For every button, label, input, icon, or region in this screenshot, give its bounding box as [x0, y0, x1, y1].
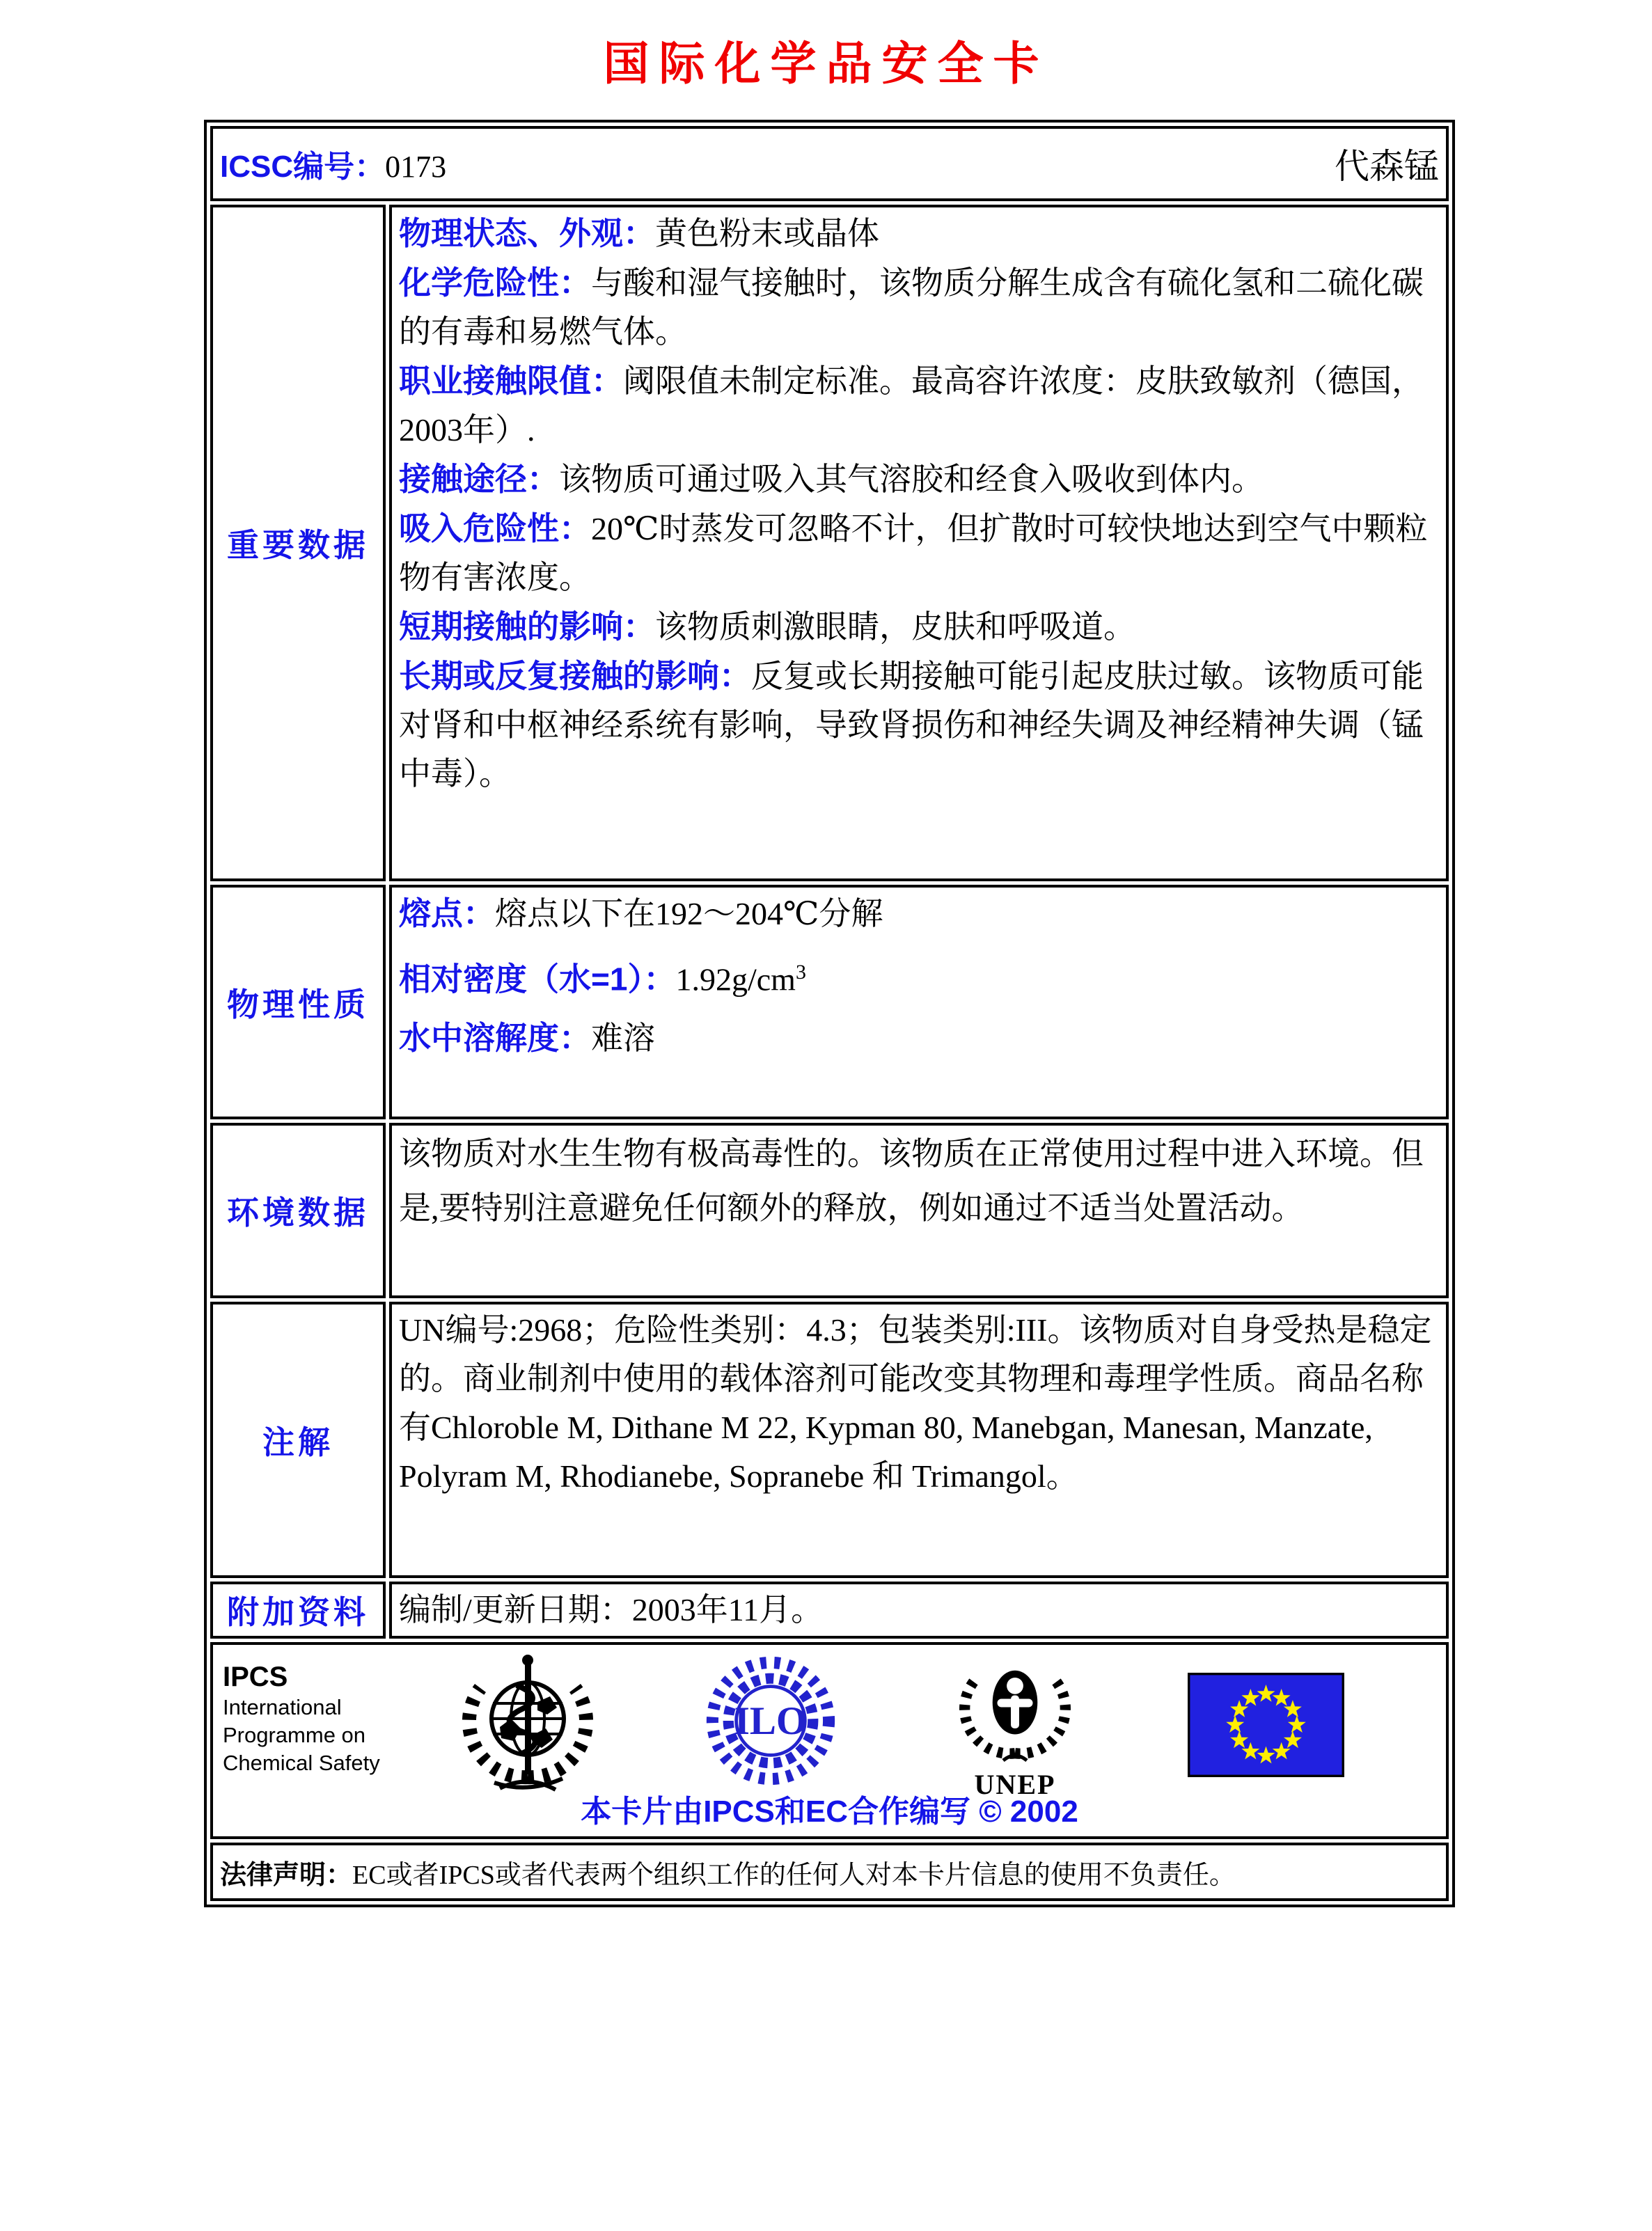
important-data-row: [210, 205, 1449, 881]
ipcs-line-3: Chemical Safety: [223, 1751, 380, 1775]
ipcs-text-block: [223, 1660, 380, 1777]
entry-long-term-effects: 长期或反复接触的影响：反复或长期接触可能引起皮肤过敏。该物质可能对肾和中枢神经系统有影响，导致肾损伤和神经失调及神经精神失调（锰中毒）。: [399, 658, 1424, 791]
unep-logo-label: UNEP: [974, 1769, 1056, 1800]
header-cell: [210, 126, 1449, 201]
section-label-important-data: 重要数据: [210, 205, 386, 881]
legal-text: EC或者IPCS或者代表两个组织工作的任何人对本卡片信息的使用不负责任。: [352, 1860, 1236, 1890]
environmental-data-text: 该物质对水生生物有极高毒性的。该物质在正常使用过程中进入环境。但是,要特别注意避免任何额外的释放，例如通过不适当处置活动。: [399, 1136, 1424, 1226]
physical-properties-row: [210, 885, 1449, 1119]
entry-inhalation-risk: 吸入危险性：20℃时蒸发可忽略不计，但扩散时可较快地达到空气中颗粒物有害浓度。: [399, 510, 1428, 595]
header-row: [210, 126, 1449, 201]
notes-content: [389, 1302, 1449, 1578]
ipcs-line-2: Programme on: [223, 1723, 366, 1747]
unep-logo-block: [952, 1646, 1078, 1799]
entry-water-solubility: 水中溶解度：难溶: [399, 1020, 655, 1057]
icsc-number-group: [220, 141, 446, 186]
footer-cell: [210, 1642, 1449, 1839]
section-label-environmental-data: 环境数据: [210, 1123, 386, 1298]
entry-occupational-limits: 职业接触限值：阈限值未制定标准。最高容许浓度：皮肤致敏剂（德国，2003年）.: [399, 363, 1424, 448]
entry-short-term-effects: 短期接触的影响：该物质刺激眼睛，皮肤和呼吸道。: [399, 608, 1135, 645]
copyright-text: © 2002: [979, 1795, 1078, 1829]
additional-info-row: [210, 1582, 1449, 1639]
physical-properties-content: [389, 885, 1449, 1119]
environmental-data-row: [210, 1123, 1449, 1298]
ipcs-acronym: IPCS: [223, 1662, 288, 1692]
entry-exposure-routes: 接触途径：该物质可通过吸入其气溶胶和经食入吸收到体内。: [399, 461, 1264, 497]
credit-line: [213, 1786, 1446, 1831]
who-logo-icon: [458, 1649, 597, 1795]
legal-label: 法律声明：: [220, 1860, 353, 1890]
eu-flag-icon: [1188, 1673, 1344, 1777]
environmental-data-content: [389, 1123, 1449, 1298]
section-label-physical-properties: 物理性质: [210, 885, 386, 1119]
notes-row: [210, 1302, 1449, 1578]
credit-text: 本卡片由IPCS和EC合作编写: [581, 1795, 971, 1829]
icsc-number-value: 0173: [385, 150, 447, 184]
legal-row: [210, 1843, 1449, 1901]
ilo-logo-letters: ILO: [734, 1699, 808, 1743]
footer-row: [210, 1642, 1449, 1839]
section-label-notes: 注解: [210, 1302, 386, 1578]
density-superscript: 3: [795, 961, 806, 984]
chemical-name: 代森锰: [1335, 147, 1439, 186]
entry-relative-density: 相对密度（水=1）：$1.92g/cm^3$: [399, 961, 806, 998]
legal-cell: [210, 1843, 1449, 1901]
icsc-card-table: [204, 120, 1455, 1907]
notes-text: UN编号:2968；危险性类别：4.3；包装类别:III。该物质对自身受热是稳定的。商业制剂中使用的载体溶剂可能改变其物理和毒理学性质。商品名称有Chloroble M, Dithane M 22, Kypman 80, Manebgan, Manesan, Manzate, Polyram M, Rhodianebe, Sopranebe 和 Trimangol。: [399, 1312, 1432, 1494]
important-data-content: [389, 205, 1449, 881]
entry-melting-point: 熔点：熔点以下在192～204℃分解: [399, 895, 883, 931]
additional-info-text: 编制/更新日期：2003年11月。: [399, 1592, 824, 1627]
entry-physical-state: 物理状态、外观：黄色粉末或晶体: [399, 215, 879, 251]
ipcs-line-1: International: [223, 1695, 342, 1719]
additional-info-content: [389, 1582, 1449, 1639]
icsc-number-label: ICSC编号：: [220, 150, 386, 184]
entry-chemical-danger: 化学危险性：与酸和湿气接触时，该物质分解生成含有硫化氢和二硫化碳的有毒和易燃气体。: [399, 265, 1424, 349]
page-title: 国际化学品安全卡: [603, 36, 1049, 90]
ilo-logo-icon: [705, 1655, 837, 1787]
unep-logo-icon: [956, 1646, 1074, 1772]
section-label-additional-info: 附加资料: [210, 1582, 386, 1639]
